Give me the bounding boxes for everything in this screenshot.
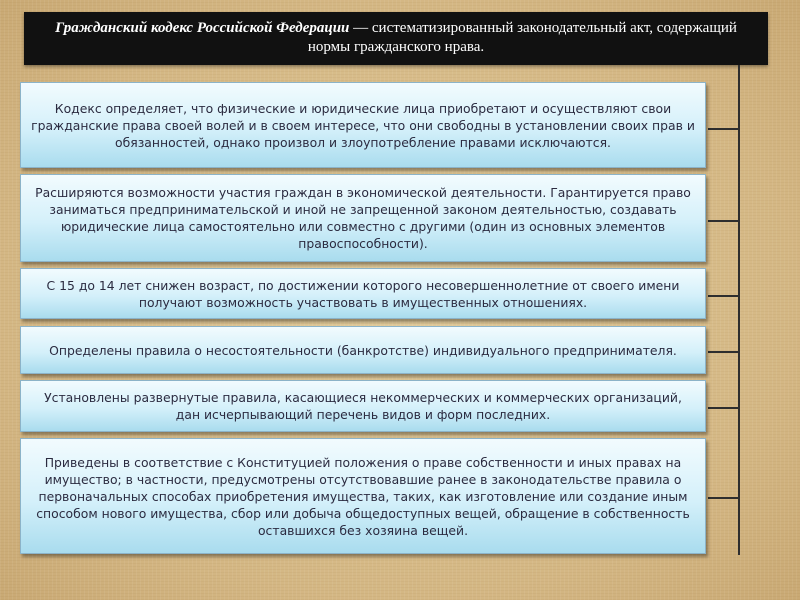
statement-box-3 <box>20 268 706 319</box>
statement-box-4 <box>20 326 706 374</box>
connector-tick-1 <box>708 128 738 130</box>
statement-box-6 <box>20 438 706 554</box>
statement-text-5: Установлены развернутые правила, касающиеся некоммерческих и коммерческих организаций, дан исчерпывающий перечень видов и форм последних. <box>44 390 682 422</box>
connector-tick-5 <box>708 407 738 409</box>
statement-text-1: Кодекс определяет, что физические и юридические лица приобретают и осуществляют свои гражданские права своей волей и в своем интересе, что они свободны в установлении своих прав и обязанностей, однако произвол и злоупотребление правами исключаются. <box>31 100 695 150</box>
connector-tick-2 <box>708 220 738 222</box>
connector-tick-4 <box>708 351 738 353</box>
connector-tick-3 <box>708 295 738 297</box>
statement-text-3: С 15 до 14 лет снижен возраст, по достижении которого несовершеннолетние от своего имени получают возможность участвовать в имущественных отношениях. <box>46 277 680 310</box>
header-banner <box>24 12 768 65</box>
statement-box-1 <box>20 82 706 168</box>
header-title-rest: — систематизированный законодательный акт, содержащий нормы гражданского нрава. <box>307 20 737 55</box>
connector-tick-6 <box>708 497 738 499</box>
statement-box-2 <box>20 174 706 262</box>
connector-vertical-line <box>738 65 740 555</box>
statement-text-4: Определены правила о несостоятельности (банкротстве) индивидуального предпринимателя. <box>49 342 677 358</box>
statement-box-5 <box>20 380 706 432</box>
statement-text-2: Расширяются возможности участия граждан в экономической деятельности. Гарантируется право заниматься предпринимательской и иной не запрещенной законом деятельностью, создавать юридические лица самостоятельно или совместно с другими (один из основных элементов правоспособности). <box>35 185 691 251</box>
header-title-bold: Гражданский кодекс Российской Федерации <box>55 20 350 36</box>
statement-text-6: Приведены в соответствие с Конституцией положения о праве собственности и иных правах на имущество; в частности, предусмотрены отсутствовавшие ранее в законодательстве правила о первоначальных способах приобретения имущества, таких, как изготовление или создание иным способом нового имущества, сбор или добыча общедоступных вещей, обращение в собственность оставшихся без хозяина вещей. <box>36 454 690 538</box>
